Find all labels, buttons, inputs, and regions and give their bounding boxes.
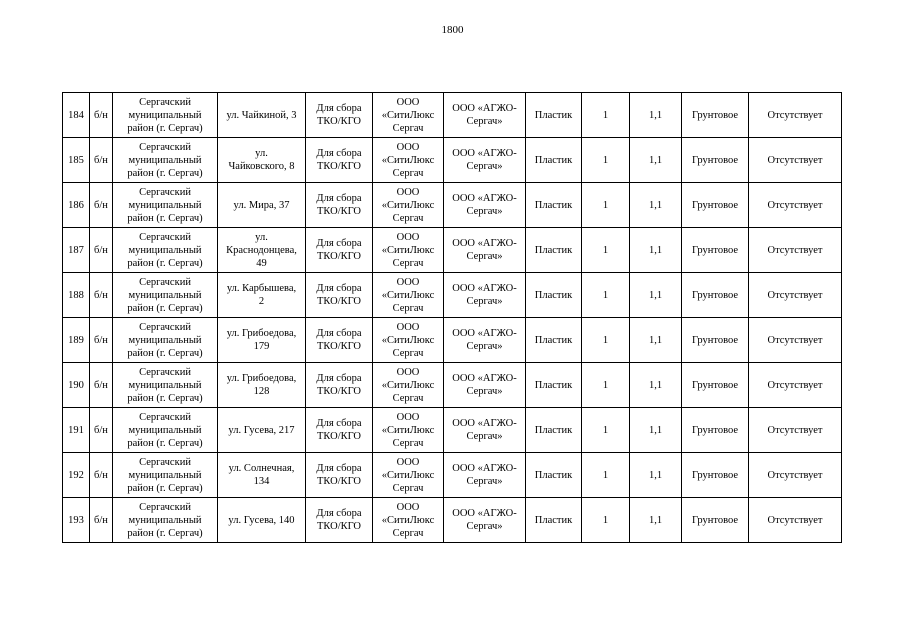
- material-cell: Пластик: [526, 273, 582, 318]
- district-line: район (г. Сергач): [127, 167, 203, 179]
- address-line: Краснодонцева,: [226, 244, 297, 256]
- operator-line: Сергач»: [466, 161, 503, 172]
- owner-line: Сергач: [392, 392, 424, 404]
- owner-line: ООО: [396, 456, 420, 468]
- owner-line: «СитиЛюкс: [381, 424, 435, 436]
- operator-cell: [444, 498, 526, 543]
- operator-line: ООО «АГЖО-: [452, 418, 517, 429]
- container-volume-cell: 1,1: [630, 273, 682, 318]
- district-line: муниципальный: [128, 289, 202, 301]
- purpose-cell: [306, 453, 373, 498]
- operator-cell: [444, 318, 526, 363]
- district-line: муниципальный: [128, 469, 202, 481]
- owner-line: «СитиЛюкс: [381, 289, 435, 301]
- purpose-line: Для сбора: [316, 418, 362, 429]
- purpose-line: Для сбора: [316, 328, 362, 339]
- operator-line: ООО «АГЖО-: [452, 463, 517, 474]
- table-row: [63, 408, 842, 453]
- owner-line: Сергач: [392, 527, 424, 539]
- owner-cell: [373, 408, 444, 453]
- material-cell: Пластик: [526, 408, 582, 453]
- surface-cell: Грунтовое: [682, 408, 749, 453]
- purpose-cell: [306, 228, 373, 273]
- operator-line: Сергач»: [466, 341, 503, 352]
- district-line: район (г. Сергач): [127, 257, 203, 269]
- row-number-cell: 191: [63, 408, 90, 453]
- owner-line: Сергач: [392, 347, 424, 359]
- operator-line: Сергач»: [466, 476, 503, 487]
- address-line: ул. Мира, 37: [233, 199, 290, 211]
- operator-line: Сергач»: [466, 206, 503, 217]
- purpose-cell: [306, 138, 373, 183]
- no-number-cell: б/н: [90, 183, 113, 228]
- address-line: ул.: [255, 231, 268, 243]
- district-line: Сергачский: [139, 366, 191, 378]
- purpose-cell: [306, 273, 373, 318]
- district-line: Сергачский: [139, 231, 191, 243]
- purpose-line: ТКО/КГО: [316, 341, 362, 352]
- container-count-cell: 1: [582, 228, 630, 273]
- container-count-cell: 1: [582, 93, 630, 138]
- table-row: [63, 318, 842, 363]
- operator-line: ООО «АГЖО-: [452, 148, 517, 159]
- container-count-cell: 1: [582, 273, 630, 318]
- operator-line: Сергач»: [466, 296, 503, 307]
- address-line: ул. Чайкиной, 3: [226, 109, 297, 121]
- district-line: Сергачский: [139, 96, 191, 108]
- owner-line: Сергач: [392, 302, 424, 314]
- purpose-cell: [306, 408, 373, 453]
- table-row: [63, 138, 842, 183]
- purpose-line: ТКО/КГО: [316, 161, 362, 172]
- operator-line: ООО «АГЖО-: [452, 283, 517, 294]
- purpose-line: ТКО/КГО: [316, 521, 362, 532]
- operator-cell: [444, 138, 526, 183]
- district-cell: [113, 138, 218, 183]
- surface-cell: Грунтовое: [682, 498, 749, 543]
- row-number-cell: 189: [63, 318, 90, 363]
- district-line: район (г. Сергач): [127, 122, 203, 134]
- fence-cell: Отсутствует: [749, 273, 842, 318]
- address-cell: [218, 183, 306, 228]
- owner-cell: [373, 93, 444, 138]
- owner-line: «СитиЛюкс: [381, 334, 435, 346]
- purpose-line: Для сбора: [316, 148, 362, 159]
- owner-line: Сергач: [392, 437, 424, 449]
- container-count-cell: 1: [582, 453, 630, 498]
- address-cell: [218, 318, 306, 363]
- owner-line: «СитиЛюкс: [381, 469, 435, 481]
- address-cell: [218, 93, 306, 138]
- fence-cell: Отсутствует: [749, 453, 842, 498]
- operator-cell: [444, 228, 526, 273]
- purpose-line: Для сбора: [316, 463, 362, 474]
- address-line: ул. Солнечная,: [228, 463, 295, 474]
- container-count-cell: 1: [582, 183, 630, 228]
- container-volume-cell: 1,1: [630, 363, 682, 408]
- owner-line: Сергач: [392, 257, 424, 269]
- operator-line: Сергач»: [466, 116, 503, 127]
- container-count-cell: 1: [582, 363, 630, 408]
- district-cell: [113, 453, 218, 498]
- owner-line: ООО: [396, 411, 420, 423]
- container-volume-cell: 1,1: [630, 498, 682, 543]
- owner-line: Сергач: [392, 122, 424, 134]
- no-number-cell: б/н: [90, 93, 113, 138]
- district-line: Сергачский: [139, 456, 191, 468]
- purpose-cell: [306, 93, 373, 138]
- purpose-line: Для сбора: [316, 238, 362, 249]
- address-cell: [218, 138, 306, 183]
- operator-line: Сергач»: [466, 386, 503, 397]
- operator-line: ООО «АГЖО-: [452, 103, 517, 114]
- district-line: Сергачский: [139, 141, 191, 153]
- container-count-cell: 1: [582, 138, 630, 183]
- owner-cell: [373, 453, 444, 498]
- surface-cell: Грунтовое: [682, 273, 749, 318]
- operator-line: Сергач»: [466, 521, 503, 532]
- address-cell: [218, 273, 306, 318]
- district-cell: [113, 228, 218, 273]
- no-number-cell: б/н: [90, 228, 113, 273]
- address-line: ул. Карбышева,: [226, 283, 297, 294]
- purpose-line: Для сбора: [316, 283, 362, 294]
- district-line: район (г. Сергач): [127, 302, 203, 314]
- fence-cell: Отсутствует: [749, 228, 842, 273]
- row-number-cell: 192: [63, 453, 90, 498]
- owner-line: ООО: [396, 276, 420, 288]
- row-number-cell: 193: [63, 498, 90, 543]
- no-number-cell: б/н: [90, 453, 113, 498]
- material-cell: Пластик: [526, 138, 582, 183]
- purpose-line: ТКО/КГО: [316, 206, 362, 217]
- district-cell: [113, 498, 218, 543]
- purpose-cell: [306, 183, 373, 228]
- purpose-line: Для сбора: [316, 373, 362, 384]
- fence-cell: Отсутствует: [749, 363, 842, 408]
- district-line: муниципальный: [128, 109, 202, 121]
- container-volume-cell: 1,1: [630, 408, 682, 453]
- district-line: Сергачский: [139, 321, 191, 333]
- table-body: [63, 93, 842, 543]
- purpose-line: Для сбора: [316, 508, 362, 519]
- container-volume-cell: 1,1: [630, 318, 682, 363]
- owner-line: ООО: [396, 321, 420, 333]
- owner-line: «СитиЛюкс: [381, 199, 435, 211]
- operator-line: ООО «АГЖО-: [452, 238, 517, 249]
- address-line: ул.: [255, 148, 268, 159]
- district-line: муниципальный: [128, 334, 202, 346]
- owner-cell: [373, 498, 444, 543]
- purpose-cell: [306, 498, 373, 543]
- material-cell: Пластик: [526, 228, 582, 273]
- owner-line: «СитиЛюкс: [381, 379, 435, 391]
- district-cell: [113, 183, 218, 228]
- operator-line: Сергач»: [466, 431, 503, 442]
- container-count-cell: 1: [582, 408, 630, 453]
- purpose-line: ТКО/КГО: [316, 116, 362, 127]
- operator-line: Сергач»: [466, 251, 503, 262]
- purpose-line: Для сбора: [316, 103, 362, 114]
- owner-cell: [373, 138, 444, 183]
- container-sites-table: [62, 92, 842, 543]
- table-row: [63, 183, 842, 228]
- surface-cell: Грунтовое: [682, 138, 749, 183]
- address-line: 2: [258, 296, 265, 307]
- address-line: 134: [253, 476, 270, 487]
- district-line: район (г. Сергач): [127, 347, 203, 359]
- owner-cell: [373, 318, 444, 363]
- row-number-cell: 190: [63, 363, 90, 408]
- owner-line: ООО: [396, 231, 420, 243]
- no-number-cell: б/н: [90, 318, 113, 363]
- operator-cell: [444, 408, 526, 453]
- material-cell: Пластик: [526, 93, 582, 138]
- fence-cell: Отсутствует: [749, 183, 842, 228]
- table-row: [63, 93, 842, 138]
- address-line: 49: [256, 257, 267, 269]
- owner-cell: [373, 273, 444, 318]
- address-cell: [218, 363, 306, 408]
- district-line: район (г. Сергач): [127, 437, 203, 449]
- owner-line: ООО: [396, 366, 420, 378]
- table-row: [63, 498, 842, 543]
- row-number-cell: 185: [63, 138, 90, 183]
- operator-cell: [444, 183, 526, 228]
- address-line: ул. Гусева, 217: [228, 424, 295, 436]
- district-cell: [113, 93, 218, 138]
- owner-line: Сергач: [392, 212, 424, 224]
- district-line: Сергачский: [139, 186, 191, 198]
- owner-cell: [373, 363, 444, 408]
- material-cell: Пластик: [526, 363, 582, 408]
- purpose-cell: [306, 318, 373, 363]
- address-line: Чайковского, 8: [228, 161, 295, 172]
- table-row: [63, 273, 842, 318]
- district-line: муниципальный: [128, 244, 202, 256]
- address-cell: [218, 408, 306, 453]
- operator-cell: [444, 363, 526, 408]
- address-line: 179: [253, 341, 270, 352]
- surface-cell: Грунтовое: [682, 363, 749, 408]
- address-cell: [218, 498, 306, 543]
- operator-cell: [444, 93, 526, 138]
- owner-line: «СитиЛюкс: [381, 514, 435, 526]
- material-cell: Пластик: [526, 453, 582, 498]
- district-line: муниципальный: [128, 424, 202, 436]
- no-number-cell: б/н: [90, 138, 113, 183]
- district-line: Сергачский: [139, 411, 191, 423]
- table-row: [63, 363, 842, 408]
- district-line: Сергачский: [139, 276, 191, 288]
- operator-line: ООО «АГЖО-: [452, 508, 517, 519]
- owner-line: «СитиЛюкс: [381, 244, 435, 256]
- material-cell: Пластик: [526, 498, 582, 543]
- address-cell: [218, 228, 306, 273]
- row-number-cell: 184: [63, 93, 90, 138]
- container-volume-cell: 1,1: [630, 183, 682, 228]
- district-line: район (г. Сергач): [127, 392, 203, 404]
- operator-cell: [444, 453, 526, 498]
- owner-line: ООО: [396, 501, 420, 513]
- surface-cell: Грунтовое: [682, 318, 749, 363]
- address-line: ул. Грибоедова,: [226, 373, 297, 384]
- operator-line: ООО «АГЖО-: [452, 373, 517, 384]
- district-line: район (г. Сергач): [127, 212, 203, 224]
- container-count-cell: 1: [582, 498, 630, 543]
- district-line: муниципальный: [128, 199, 202, 211]
- district-cell: [113, 363, 218, 408]
- owner-line: ООО: [396, 186, 420, 198]
- purpose-line: ТКО/КГО: [316, 476, 362, 487]
- table-row: [63, 453, 842, 498]
- district-line: муниципальный: [128, 154, 202, 166]
- container-volume-cell: 1,1: [630, 228, 682, 273]
- no-number-cell: б/н: [90, 273, 113, 318]
- surface-cell: Грунтовое: [682, 183, 749, 228]
- no-number-cell: б/н: [90, 498, 113, 543]
- container-volume-cell: 1,1: [630, 138, 682, 183]
- district-line: район (г. Сергач): [127, 527, 203, 539]
- purpose-line: ТКО/КГО: [316, 431, 362, 442]
- district-line: муниципальный: [128, 514, 202, 526]
- purpose-line: ТКО/КГО: [316, 251, 362, 262]
- purpose-line: ТКО/КГО: [316, 296, 362, 307]
- address-line: ул. Грибоедова,: [226, 328, 297, 339]
- row-number-cell: 187: [63, 228, 90, 273]
- fence-cell: Отсутствует: [749, 498, 842, 543]
- table-row: [63, 228, 842, 273]
- fence-cell: Отсутствует: [749, 93, 842, 138]
- purpose-line: ТКО/КГО: [316, 386, 362, 397]
- fence-cell: Отсутствует: [749, 408, 842, 453]
- material-cell: Пластик: [526, 318, 582, 363]
- district-cell: [113, 273, 218, 318]
- district-line: муниципальный: [128, 379, 202, 391]
- district-line: район (г. Сергач): [127, 482, 203, 494]
- owner-cell: [373, 228, 444, 273]
- row-number-cell: 186: [63, 183, 90, 228]
- operator-line: ООО «АГЖО-: [452, 328, 517, 339]
- address-line: 128: [253, 386, 270, 397]
- owner-line: ООО: [396, 96, 420, 108]
- owner-cell: [373, 183, 444, 228]
- row-number-cell: 188: [63, 273, 90, 318]
- owner-line: «СитиЛюкс: [381, 109, 435, 121]
- district-cell: [113, 408, 218, 453]
- material-cell: Пластик: [526, 183, 582, 228]
- fence-cell: Отсутствует: [749, 318, 842, 363]
- address-line: ул. Гусева, 140: [228, 514, 295, 526]
- owner-line: Сергач: [392, 482, 424, 494]
- purpose-cell: [306, 363, 373, 408]
- surface-cell: Грунтовое: [682, 228, 749, 273]
- fence-cell: Отсутствует: [749, 138, 842, 183]
- owner-line: Сергач: [392, 167, 424, 179]
- container-volume-cell: 1,1: [630, 93, 682, 138]
- surface-cell: Грунтовое: [682, 453, 749, 498]
- no-number-cell: б/н: [90, 408, 113, 453]
- no-number-cell: б/н: [90, 363, 113, 408]
- operator-cell: [444, 273, 526, 318]
- owner-line: «СитиЛюкс: [381, 154, 435, 166]
- container-count-cell: 1: [582, 318, 630, 363]
- container-volume-cell: 1,1: [630, 453, 682, 498]
- address-cell: [218, 453, 306, 498]
- district-line: Сергачский: [139, 501, 191, 513]
- owner-line: ООО: [396, 141, 420, 153]
- operator-line: ООО «АГЖО-: [452, 193, 517, 204]
- district-cell: [113, 318, 218, 363]
- purpose-line: Для сбора: [316, 193, 362, 204]
- surface-cell: Грунтовое: [682, 93, 749, 138]
- page-number: 1800: [441, 24, 464, 36]
